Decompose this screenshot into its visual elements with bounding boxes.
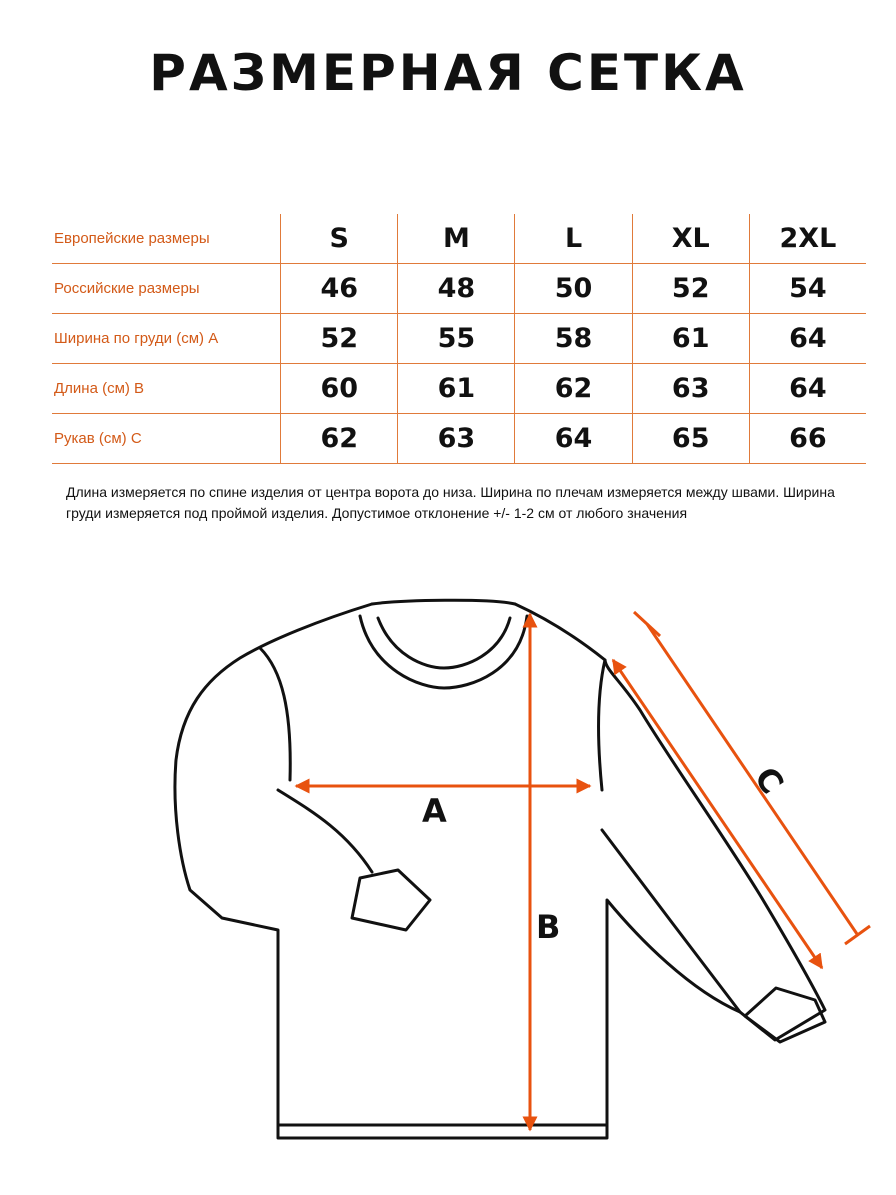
table-cell: XL: [632, 214, 749, 264]
table-cell: 54: [749, 264, 866, 314]
table-cell: 63: [398, 414, 515, 464]
table-cell: 64: [515, 414, 632, 464]
table-cell: 61: [398, 364, 515, 414]
table-row: [52, 314, 866, 364]
sweatshirt-diagram: [0, 560, 896, 1195]
right-sleeve-inner: [602, 830, 740, 1012]
table-cell: 63: [632, 364, 749, 414]
table-cell: M: [398, 214, 515, 264]
page-title: РАЗМЕРНАЯ СЕТКА: [149, 44, 747, 102]
row-label: Европейские размеры: [52, 214, 281, 264]
table-cell: 46: [281, 264, 398, 314]
guide-c-bottom: [845, 926, 870, 944]
table-cell: 62: [515, 364, 632, 414]
row-label: Рукав (см) С: [52, 414, 281, 464]
garment-body: [175, 604, 825, 1138]
table-cell: 61: [632, 314, 749, 364]
table-cell: 64: [749, 314, 866, 364]
table-cell: 55: [398, 314, 515, 364]
measurement-note: Длина измеряется по спине изделия от центра ворота до низа. Ширина по плечам измеряется между швами. Ширина груди измеряется под проймой изделия. Допустимое отклонение +/- 1-2 см от любого значения: [66, 484, 835, 521]
row-label: Длина (см) В: [52, 364, 281, 414]
table-cell: 64: [749, 364, 866, 414]
table-cell: 62: [281, 414, 398, 464]
label-c: C: [746, 759, 792, 801]
table-cell: 65: [632, 414, 749, 464]
table-cell: 2XL: [749, 214, 866, 264]
left-armhole-seam: [260, 648, 290, 780]
table-cell: L: [515, 214, 632, 264]
label-b: B: [536, 908, 561, 946]
table-row: [52, 414, 866, 464]
right-armhole-seam: [598, 660, 605, 790]
collar-inner: [378, 618, 510, 668]
table-cell: 60: [281, 364, 398, 414]
label-a: A: [422, 792, 447, 830]
left-cuff: [352, 870, 430, 930]
left-sleeve-inner: [278, 790, 372, 872]
table-row: [52, 214, 866, 264]
table-cell: 58: [515, 314, 632, 364]
row-label: Российские размеры: [52, 264, 281, 314]
row-label: Ширина по груди (см) А: [52, 314, 281, 364]
collar-rib: [360, 616, 527, 688]
table-cell: 52: [281, 314, 398, 364]
table-row: [52, 264, 866, 314]
collar-outer: [372, 600, 515, 604]
table-cell: 50: [515, 264, 632, 314]
table-cell: 48: [398, 264, 515, 314]
table-cell: 52: [632, 264, 749, 314]
table-cell: 66: [749, 414, 866, 464]
table-row: [52, 364, 866, 414]
size-table: [52, 214, 866, 464]
table-cell: S: [281, 214, 398, 264]
sweatshirt-outline: [175, 600, 825, 1138]
arrow-c: [613, 660, 822, 968]
